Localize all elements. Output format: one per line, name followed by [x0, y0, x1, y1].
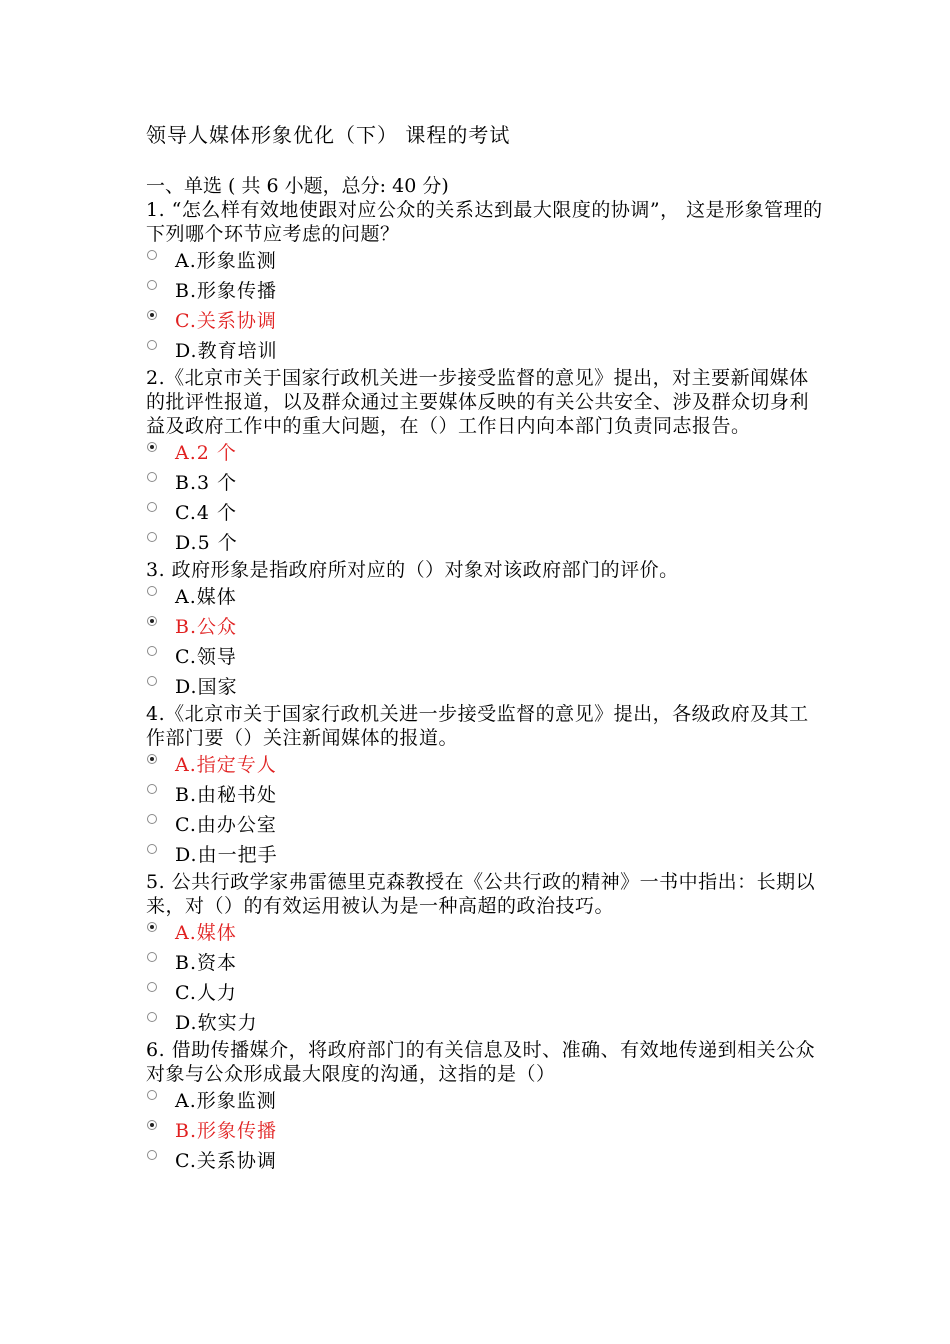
radio-checked-icon[interactable]	[147, 754, 157, 764]
option-label: C.领导	[175, 646, 237, 668]
option-label: B.公众	[175, 616, 238, 638]
option-label: B.形象传播	[175, 1120, 278, 1142]
question-block	[146, 870, 826, 1038]
answer-option[interactable]	[146, 978, 826, 1008]
answer-option[interactable]	[146, 948, 826, 978]
exam-document	[146, 120, 826, 1176]
option-label: D.软实力	[175, 1012, 258, 1034]
question-text: 1. “怎么样有效地使跟对应公众的关系达到最大限度的协调”， 这是形象管理的下列哪个环节应考虑的问题？	[146, 199, 823, 245]
option-label: A.形象监测	[175, 1090, 277, 1112]
question-block	[146, 366, 826, 558]
radio-button-icon[interactable]	[147, 1012, 157, 1022]
option-label: A.媒体	[175, 922, 237, 944]
option-label: B.由秘书处	[175, 784, 278, 806]
option-label: C.人力	[175, 982, 237, 1004]
option-label: C.由办公室	[175, 814, 277, 836]
question-text: 6. 借助传播媒介，将政府部门的有关信息及时、准确、有效地传递到相关公众对象与公众形成最大限度的沟通，这指的是（）	[146, 1039, 816, 1085]
answer-option[interactable]	[146, 612, 826, 642]
option-label: D.由一把手	[175, 844, 278, 866]
question-text: 2.《北京市关于国家行政机关进一步接受监督的意见》提出，对主要新闻媒体的批评性报道，以及群众通过主要媒体反映的有关公共安全、涉及群众切身利益及政府工作中的重大问题，在（）工作日内向本部门负责同志报告。	[146, 367, 810, 437]
radio-checked-icon[interactable]	[147, 616, 157, 626]
option-label: B.资本	[175, 952, 238, 974]
answer-option[interactable]	[146, 1086, 826, 1116]
answer-option[interactable]	[146, 498, 826, 528]
option-label: D.5 个	[175, 532, 238, 554]
answer-option[interactable]	[146, 528, 826, 558]
radio-button-icon[interactable]	[147, 784, 157, 794]
radio-button-icon[interactable]	[147, 1090, 157, 1100]
option-label: C.4 个	[175, 502, 238, 524]
question-text: 5. 公共行政学家弗雷德里克森教授在《公共行政的精神》一书中指出：长期以来，对（）的有效运用被认为是一种高超的政治技巧。	[146, 871, 816, 917]
answer-option[interactable]	[146, 672, 826, 702]
radio-button-icon[interactable]	[147, 1150, 157, 1160]
option-label: A.2 个	[175, 442, 237, 464]
question-text: 4.《北京市关于国家行政机关进一步接受监督的意见》提出，各级政府及其工作部门要（）关注新闻媒体的报道。	[146, 703, 809, 749]
answer-option[interactable]	[146, 438, 826, 468]
page-title: 领导人媒体形象优化（下） 课程的考试	[146, 123, 511, 147]
radio-button-icon[interactable]	[147, 844, 157, 854]
radio-checked-icon[interactable]	[147, 1120, 157, 1130]
radio-button-icon[interactable]	[147, 532, 157, 542]
radio-button-icon[interactable]	[147, 814, 157, 824]
question-block	[146, 558, 826, 702]
question-block	[146, 198, 826, 366]
option-label: B.形象传播	[175, 280, 278, 302]
radio-button-icon[interactable]	[147, 340, 157, 350]
radio-button-icon[interactable]	[147, 280, 157, 290]
radio-button-icon[interactable]	[147, 676, 157, 686]
answer-option[interactable]	[146, 750, 826, 780]
answer-option[interactable]	[146, 1008, 826, 1038]
radio-button-icon[interactable]	[147, 586, 157, 596]
question-block	[146, 1038, 826, 1176]
radio-button-icon[interactable]	[147, 502, 157, 512]
radio-checked-icon[interactable]	[147, 442, 157, 452]
radio-button-icon[interactable]	[147, 472, 157, 482]
option-label: C.关系协调	[175, 1150, 277, 1172]
answer-option[interactable]	[146, 918, 826, 948]
answer-option[interactable]	[146, 810, 826, 840]
radio-button-icon[interactable]	[147, 250, 157, 260]
radio-checked-icon[interactable]	[147, 922, 157, 932]
answer-option[interactable]	[146, 582, 826, 612]
option-label: A.媒体	[175, 586, 237, 608]
answer-option[interactable]	[146, 468, 826, 498]
option-label: D.教育培训	[175, 340, 278, 362]
question-block	[146, 702, 826, 870]
question-text: 3. 政府形象是指政府所对应的（）对象对该政府部门的评价。	[146, 559, 679, 581]
radio-checked-icon[interactable]	[147, 310, 157, 320]
radio-button-icon[interactable]	[147, 952, 157, 962]
answer-option[interactable]	[146, 1146, 826, 1176]
answer-option[interactable]	[146, 780, 826, 810]
answer-option[interactable]	[146, 1116, 826, 1146]
answer-option[interactable]	[146, 276, 826, 306]
option-label: D.国家	[175, 676, 238, 698]
answer-option[interactable]	[146, 840, 826, 870]
radio-button-icon[interactable]	[147, 982, 157, 992]
option-label: A.指定专人	[175, 754, 277, 776]
option-label: B.3 个	[175, 472, 238, 494]
answer-option[interactable]	[146, 306, 826, 336]
answer-option[interactable]	[146, 246, 826, 276]
section-heading: 一、单选 ( 共 6 小题，总分: 40 分)	[146, 175, 449, 197]
answer-option[interactable]	[146, 336, 826, 366]
answer-option[interactable]	[146, 642, 826, 672]
option-label: A.形象监测	[175, 250, 277, 272]
question-list	[146, 198, 826, 1176]
radio-button-icon[interactable]	[147, 646, 157, 656]
option-label: C.关系协调	[175, 310, 277, 332]
